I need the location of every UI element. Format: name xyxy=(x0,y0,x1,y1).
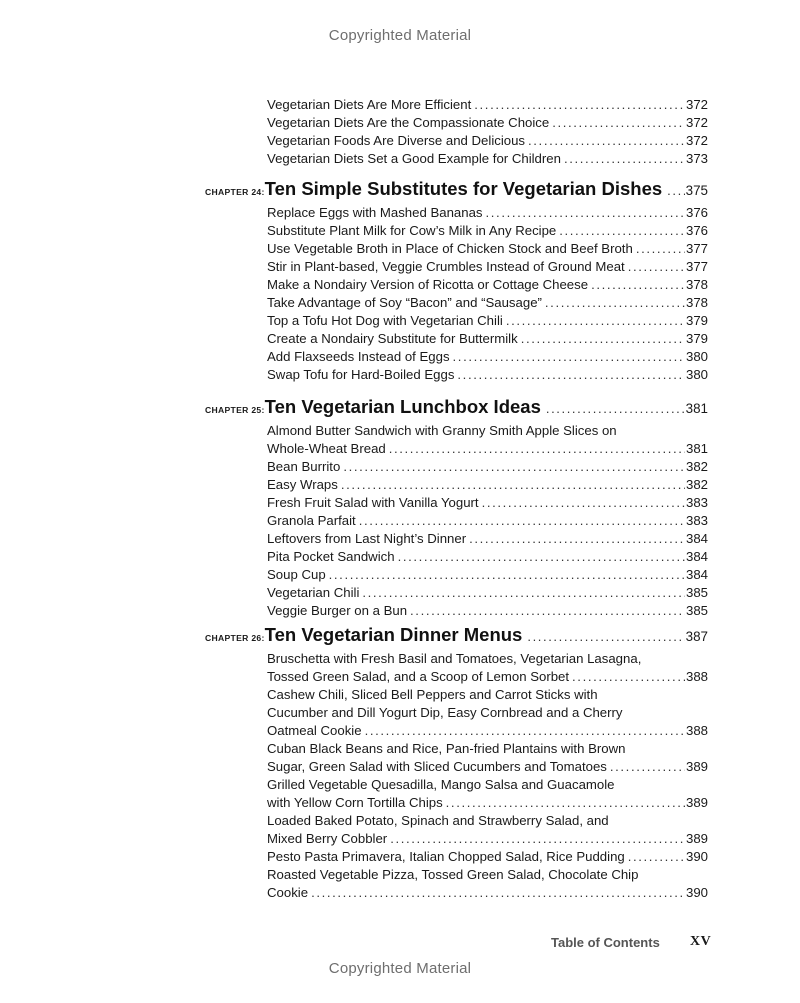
entry-page: 377 xyxy=(685,259,708,274)
leader-dots xyxy=(469,530,685,548)
leader-dots xyxy=(559,222,685,240)
chapter-26 xyxy=(205,624,708,902)
entry-page: 373 xyxy=(685,151,708,166)
leader-dots xyxy=(591,276,685,294)
leader-dots xyxy=(610,758,685,776)
entry-title-line: Whole-Wheat Bread xyxy=(267,441,386,456)
entry-title: Take Advantage of Soy “Bacon” and “Sausage” xyxy=(267,295,542,310)
toc-entry[interactable] xyxy=(267,512,708,530)
entry-page: 376 xyxy=(685,205,708,220)
toc-entry[interactable] xyxy=(267,812,708,848)
entry-page: 384 xyxy=(685,549,708,564)
entry-page: 389 xyxy=(685,795,708,810)
leader-dots xyxy=(365,722,685,740)
toc-entry[interactable] xyxy=(267,348,708,366)
copyright-watermark-top: Copyrighted Material xyxy=(328,27,472,44)
entry-page: 389 xyxy=(685,759,708,774)
entry-title: Bean Burrito xyxy=(267,459,341,474)
entry-page: 390 xyxy=(685,849,708,864)
toc-entry[interactable] xyxy=(267,422,708,458)
chapter-heading[interactable] xyxy=(205,396,708,422)
entry-title: Vegetarian Diets Set a Good Example for Children xyxy=(267,151,561,166)
chapter-page: 387 xyxy=(685,629,708,644)
entry-page: 376 xyxy=(685,223,708,238)
leader-dots xyxy=(453,348,685,366)
toc-entry[interactable] xyxy=(267,366,708,384)
leader-dots xyxy=(474,96,685,114)
entry-title: Pita Pocket Sandwich xyxy=(267,549,395,564)
entry-page: 377 xyxy=(685,241,708,256)
toc-entry[interactable] xyxy=(267,258,708,276)
leader-dots xyxy=(521,330,685,348)
leader-dots xyxy=(446,794,685,812)
entry-page: 378 xyxy=(685,277,708,292)
toc-entry[interactable] xyxy=(267,602,708,620)
toc-entry[interactable] xyxy=(267,476,708,494)
toc-entry[interactable] xyxy=(267,294,708,312)
entry-page: 378 xyxy=(685,295,708,310)
entry-page: 384 xyxy=(685,531,708,546)
chapter-heading[interactable] xyxy=(205,178,708,204)
page-number: XV xyxy=(690,934,712,949)
entry-title-line: Tossed Green Salad, and a Scoop of Lemon Sorbet xyxy=(267,669,570,684)
entry-page: 383 xyxy=(685,495,708,510)
entry-title-line: Cuban Black Beans and Rice, Pan-fried Plantains with Brown xyxy=(267,741,626,756)
entry-title-line: with Yellow Corn Tortilla Chips xyxy=(267,795,443,810)
leader-dots xyxy=(546,401,685,416)
entry-page: 372 xyxy=(685,133,708,148)
entry-title-line: Cashew Chili, Sliced Bell Peppers and Carrot Sticks with xyxy=(267,687,598,702)
leader-dots xyxy=(552,114,685,132)
chapter-label: CHAPTER 26: xyxy=(205,633,265,643)
entry-title: Replace Eggs with Mashed Bananas xyxy=(267,205,483,220)
leader-dots xyxy=(343,458,685,476)
chapter-title: Ten Vegetarian Lunchbox Ideas xyxy=(264,396,541,417)
entry-title-line: Roasted Vegetable Pizza, Tossed Green Salad, Chocolate Chip xyxy=(267,867,639,882)
entry-page: 381 xyxy=(685,441,708,456)
previous-chapter-entries xyxy=(267,96,708,168)
entry-title: Leftovers from Last Night’s Dinner xyxy=(267,531,467,546)
leader-dots xyxy=(482,494,685,512)
entry-page: 385 xyxy=(685,585,708,600)
leader-dots xyxy=(572,668,685,686)
chapter-title: Ten Simple Substitutes for Vegetarian Dishes xyxy=(264,178,663,199)
leader-dots xyxy=(341,476,685,494)
entry-title: Vegetarian Diets Are the Compassionate Choice xyxy=(267,115,550,130)
entry-title: Vegetarian Chili xyxy=(267,585,360,600)
leader-dots xyxy=(389,440,685,458)
entry-title-line: Bruschetta with Fresh Basil and Tomatoes, Vegetarian Lasagna, xyxy=(267,651,642,666)
entry-title-line: Sugar, Green Salad with Sliced Cucumbers and Tomatoes xyxy=(267,759,607,774)
toc-entry[interactable] xyxy=(267,866,708,902)
entry-title-line: Loaded Baked Potato, Spinach and Strawberry Salad, and xyxy=(267,813,609,828)
entry-page: 388 xyxy=(685,669,708,684)
entry-title: Veggie Burger on a Bun xyxy=(267,603,408,618)
leader-dots xyxy=(628,848,685,866)
toc-entry[interactable] xyxy=(267,204,708,222)
entry-page: 372 xyxy=(685,115,708,130)
copyright-watermark-bottom: Copyrighted Material xyxy=(328,960,472,977)
toc-entry[interactable] xyxy=(267,312,708,330)
entry-title: Pesto Pasta Primavera, Italian Chopped Salad, Rice Pudding xyxy=(267,849,625,864)
toc-entry[interactable] xyxy=(267,650,708,686)
entry-page: 388 xyxy=(685,723,708,738)
entry-page: 383 xyxy=(685,513,708,528)
chapter-page: 381 xyxy=(685,401,708,416)
entry-page: 379 xyxy=(685,313,708,328)
leader-dots xyxy=(636,240,685,258)
toc-entry[interactable] xyxy=(267,494,708,512)
toc-entry[interactable] xyxy=(267,458,708,476)
leader-dots xyxy=(457,366,685,384)
toc-entry[interactable] xyxy=(267,96,708,114)
entry-title: Stir in Plant-based, Veggie Crumbles Instead of Ground Meat xyxy=(267,259,625,274)
toc-entry[interactable] xyxy=(267,240,708,258)
chapter-25 xyxy=(205,396,708,620)
chapter-label: CHAPTER 24: xyxy=(205,187,265,197)
entry-title: Swap Tofu for Hard-Boiled Eggs xyxy=(267,367,455,382)
entry-title-line: Oatmeal Cookie xyxy=(267,723,362,738)
entry-title: Add Flaxseeds Instead of Eggs xyxy=(267,349,450,364)
entry-title-line: Grilled Vegetable Quesadilla, Mango Salsa and Guacamole xyxy=(267,777,615,792)
leader-dots xyxy=(545,294,685,312)
chapter-heading[interactable] xyxy=(205,624,708,650)
toc-entry[interactable] xyxy=(267,740,708,776)
leader-dots xyxy=(527,629,684,644)
entry-title: Create a Nondairy Substitute for Buttermilk xyxy=(267,331,518,346)
entry-title: Top a Tofu Hot Dog with Vegetarian Chili xyxy=(267,313,503,328)
chapter-title: Ten Vegetarian Dinner Menus xyxy=(264,624,523,645)
chapter-entries xyxy=(267,422,708,620)
toc-entry[interactable] xyxy=(267,548,708,566)
entry-title: Substitute Plant Milk for Cow’s Milk in Any Recipe xyxy=(267,223,557,238)
toc-entry[interactable] xyxy=(267,566,708,584)
entry-title: Vegetarian Foods Are Diverse and Delicious xyxy=(267,133,526,148)
toc-entry[interactable] xyxy=(267,150,708,168)
leader-dots xyxy=(362,584,685,602)
entry-page: 382 xyxy=(685,477,708,492)
toc-entry[interactable] xyxy=(267,276,708,294)
entry-title: Make a Nondairy Version of Ricotta or Cottage Cheese xyxy=(267,277,589,292)
entry-page: 384 xyxy=(685,567,708,582)
entry-page: 380 xyxy=(685,349,708,364)
toc-entry[interactable] xyxy=(267,114,708,132)
running-footer-title: Table of Contents xyxy=(551,935,660,950)
entry-title-line: Mixed Berry Cobbler xyxy=(267,831,388,846)
entry-title-line: Cucumber and Dill Yogurt Dip, Easy Cornbread and a Cherry xyxy=(267,705,623,720)
entry-title: Soup Cup xyxy=(267,567,326,582)
leader-dots xyxy=(390,830,685,848)
entry-title: Vegetarian Diets Are More Efficient xyxy=(267,97,472,112)
leader-dots xyxy=(398,548,685,566)
entry-title: Fresh Fruit Salad with Vanilla Yogurt xyxy=(267,495,479,510)
entry-title-line: Cookie xyxy=(267,885,309,900)
leader-dots xyxy=(311,884,685,902)
chapter-entries xyxy=(267,650,708,902)
leader-dots xyxy=(628,258,685,276)
leader-dots xyxy=(528,132,685,150)
chapter-page: 375 xyxy=(685,183,708,198)
leader-dots xyxy=(410,602,685,620)
leader-dots xyxy=(564,150,685,168)
toc-entry[interactable] xyxy=(267,776,708,812)
toc-entry[interactable] xyxy=(267,330,708,348)
entry-title-line: Almond Butter Sandwich with Granny Smith Apple Slices on xyxy=(267,423,617,438)
leader-dots xyxy=(506,312,685,330)
toc-entry[interactable] xyxy=(267,686,708,740)
entry-page: 385 xyxy=(685,603,708,618)
entry-page: 379 xyxy=(685,331,708,346)
toc-entry[interactable] xyxy=(267,848,708,866)
toc-entry[interactable] xyxy=(267,584,708,602)
entry-title: Granola Parfait xyxy=(267,513,356,528)
entry-title: Easy Wraps xyxy=(267,477,338,492)
entry-title: Use Vegetable Broth in Place of Chicken Stock and Beef Broth xyxy=(267,241,633,256)
entry-page: 382 xyxy=(685,459,708,474)
leader-dots xyxy=(329,566,685,584)
chapter-label: CHAPTER 25: xyxy=(205,405,265,415)
entry-page: 390 xyxy=(685,885,708,900)
chapter-24 xyxy=(205,178,708,384)
entry-page: 389 xyxy=(685,831,708,846)
leader-dots xyxy=(486,204,685,222)
toc-entry[interactable] xyxy=(267,132,708,150)
toc-entry[interactable] xyxy=(267,530,708,548)
entry-page: 372 xyxy=(685,97,708,112)
leader-dots xyxy=(667,183,684,198)
toc-entry[interactable] xyxy=(267,222,708,240)
entry-page: 380 xyxy=(685,367,708,382)
leader-dots xyxy=(359,512,685,530)
chapter-entries xyxy=(267,204,708,384)
